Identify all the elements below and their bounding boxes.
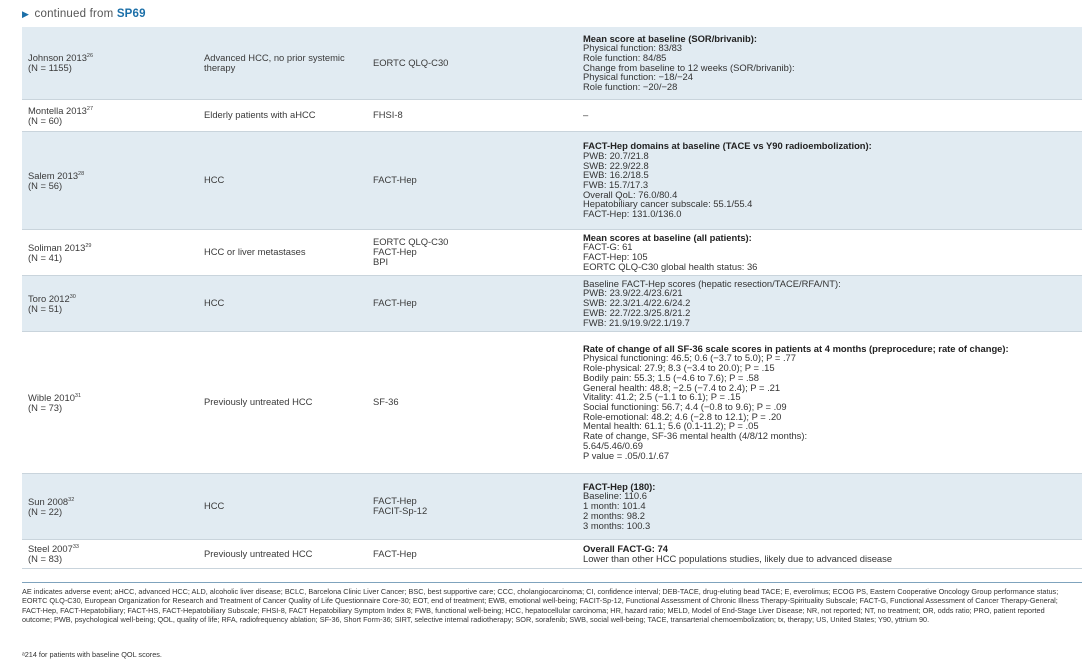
results-line: P value = .05/0.1/.67 — [583, 449, 670, 461]
sample-size: (N = 1155) — [28, 62, 72, 74]
results-line: Bodily pain: 55.3; 1.5 (−4.6 to 7.6); P = .58 — [583, 371, 759, 383]
population-cell — [198, 131, 367, 229]
table-row — [22, 473, 1082, 539]
results-line: – — [583, 109, 589, 121]
table-row — [22, 27, 1082, 99]
table-row — [22, 275, 1082, 331]
sample-size: (N = 83) — [28, 553, 63, 565]
results-line: Baseline FACT-Hep scores (hepatic resection/TACE/RFA/NT): — [583, 277, 841, 289]
results-cell — [577, 99, 1082, 131]
results-line: Physical function: −18/−24 — [583, 71, 693, 83]
results-line: FWB: 21.9/19.9/22.1/19.7 — [583, 316, 690, 328]
instrument-line: FACT-Hep — [373, 297, 417, 309]
study-cell — [22, 229, 198, 275]
results-heading: Rate of change of all SF-36 scale scores in patients at 4 months (preprocedure; rate of change): — [583, 342, 1009, 354]
results-line: Mental health: 61.1; 5.6 (0.1-11.2); P = .05 — [583, 420, 759, 432]
population-line: Previously untreated HCC — [204, 396, 313, 408]
reference-superscript: 32 — [68, 496, 75, 503]
instrument-line: SF-36 — [373, 396, 399, 408]
continued-ref: SP69 — [116, 8, 146, 20]
population-line: HCC — [204, 297, 225, 309]
qol-studies-table — [22, 27, 1082, 569]
instrument-cell — [367, 27, 577, 99]
study-name: Montella 2013$^{27}$ — [28, 104, 94, 116]
results-line: EWB: 22.7/22.3/25.8/21.2 — [583, 306, 691, 318]
instrument-cell — [367, 275, 577, 331]
results-line: 2 months: 98.2 — [583, 509, 646, 521]
results-line: PWB: 23.9/22.4/23.6/21 — [583, 287, 683, 299]
reference-superscript: 27 — [86, 105, 94, 112]
population-cell — [198, 275, 367, 331]
results-line: FACT-G: 61 — [583, 241, 633, 253]
results-line: Change from baseline to 12 weeks (SOR/brivanib): — [583, 61, 795, 73]
results-line: FACT-Hep: 131.0/136.0 — [583, 208, 682, 220]
results-line: Overall QoL: 76.0/80.4 — [583, 188, 678, 200]
population-cell — [198, 99, 367, 131]
instrument-cell — [367, 539, 577, 568]
results-cell — [577, 275, 1082, 331]
results-line: Role function: −20/−28 — [583, 81, 678, 93]
study-name: Steel 2007$^{33}$ — [28, 543, 79, 555]
instrument-cell — [367, 331, 577, 473]
results-line: General health: 48.8; −2.5 (−7.4 to 2.4); P = .21 — [583, 381, 781, 393]
table-row — [22, 99, 1082, 131]
instrument-line: FACIT-Sp-12 — [373, 505, 428, 516]
results-line: Role-emotional: 48.2; 4.6 (−2.8 to 12.1); P = .20 — [583, 410, 782, 422]
results-line: FACT-Hep: 105 — [583, 251, 648, 262]
results-line: Social functioning: 56.7; 4.4 (−0.8 to 9.6); P = .09 — [583, 401, 787, 412]
study-name: Toro 2012$^{30}$ — [28, 292, 76, 304]
study-cell — [22, 473, 198, 539]
study-name: Sun 2008$^{32}$ — [28, 495, 75, 507]
results-heading: Overall FACT-G: 74 — [583, 542, 668, 554]
reference-superscript: 31 — [74, 392, 82, 399]
instrument-line: FACT-Hep — [373, 547, 417, 559]
sample-size: (N = 22) — [28, 505, 63, 517]
results-line: 5.64/5.46/0.69 — [583, 439, 643, 451]
results-line: PWB: 20.7/21.8 — [583, 149, 649, 161]
results-line: SWB: 22.9/22.8 — [583, 159, 649, 171]
study-cell — [22, 539, 198, 568]
study-name: Soliman 2013$^{29}$ — [28, 241, 92, 253]
footnote-divider — [22, 582, 1082, 583]
population-line: Advanced HCC, no prior systemic — [204, 52, 345, 64]
population-cell — [198, 539, 367, 568]
results-heading: Mean score at baseline (SOR/brivanib): — [583, 32, 758, 44]
results-cell — [577, 473, 1082, 539]
reference-superscript: 28 — [78, 170, 85, 177]
results-line: EORTC QLQ-C30 global health status: 36 — [583, 260, 758, 272]
continued-prefix: continued from — [34, 8, 114, 20]
results-cell — [577, 27, 1082, 99]
reference-superscript: 33 — [72, 544, 79, 551]
results-line: 3 months: 100.3 — [583, 519, 651, 531]
results-line: 1 month: 101.4 — [583, 500, 646, 512]
population-line: HCC — [204, 174, 225, 186]
table-row — [22, 131, 1082, 229]
results-cell — [577, 229, 1082, 275]
superscript-note: ᵃ214 for patients with baseline QOL scores. — [22, 650, 162, 659]
results-line: Physical functioning: 46.5; 0.6 (−3.7 to 5.0); P = .77 — [583, 352, 796, 364]
reference-superscript: 26 — [86, 53, 94, 60]
study-cell — [22, 27, 198, 99]
reference-superscript: 30 — [69, 293, 76, 300]
results-heading: FACT-Hep (180): — [583, 480, 656, 492]
results-line: FWB: 15.7/17.3 — [583, 179, 649, 190]
instrument-cell — [367, 229, 577, 275]
results-cell — [577, 331, 1082, 473]
results-cell — [577, 131, 1082, 229]
study-name: Johnson 2013$^{26}$ — [28, 52, 94, 64]
results-line: Lower than other HCC populations studies, likely due to advanced disease — [583, 552, 893, 564]
instrument-line: FACT-Hep — [373, 246, 417, 258]
population-cell — [198, 229, 367, 275]
instrument-line: FACT-Hep — [373, 174, 417, 186]
results-cell — [577, 539, 1082, 568]
population-line: HCC — [204, 500, 225, 512]
results-line: Baseline: 110.6 — [583, 490, 647, 502]
results-line: EWB: 16.2/18.5 — [583, 169, 649, 181]
sample-size: (N = 51) — [28, 302, 63, 314]
instrument-cell — [367, 99, 577, 131]
results-heading: FACT-Hep domains at baseline (TACE vs Y90 radioembolization): — [583, 140, 872, 152]
results-line: Rate of change, SF-36 mental health (4/8/12 months): — [583, 430, 808, 442]
study-name: Salem 2013$^{28}$ — [28, 169, 85, 181]
abbreviations-footnote: AE indicates adverse event; aHCC, advanced HCC; ALD, alcoholic liver disease; BCLC, Barcelona Clinic Liver Cancer; BSC, best supportive care; CCC, cholangiocarcinoma; CI, confidence interval; DEB-TACE, drug-eluting bead TACE; E, everolimus; ECOG PS, Eastern Cooperative Oncology Group performance status; EORTC QLQ-C30, European Organization for Research and Treatment of Cancer Quality of Life Questionnaire Core-30; EOT, end of treatment; EWB, emotional well-being; FACIT-Sp-12, Functional Assessment of Chronic Illness Therapy-Spirituality Subscale; FACT-G, Functional Assessment of Cancer Therapy-General; FACT-Hep, FACT-Hepatobiliary; FACT-HS, FACT-Hepatobiliary Subscale; FHSI-8, FACT Hepatobiliary Symptom Index 8; FWB, functional well-being; HCC, hepatocellular carcinoma; HR, hazard ratio; MELD, Model of End-Stage Liver Disease; NR, not reported; NT, no treatment; OR, odds ratio; PRO, patient reported outcome; PWB, psychological well-being; QOL, quality of life; RFA, radiofrequency ablation; SF-36, Short Form-36; SIRT, selective internal radiotherapy; SOR, sorafenib; SWB, social well-being; TACE, transarterial chemoembolization; tx, therapy; US, United States; Y90, yttrium 90. — [22, 587, 1059, 625]
sample-size: (N = 41) — [28, 251, 63, 263]
triangle-right-icon: ▶ — [22, 9, 30, 19]
population-line: Previously untreated HCC — [204, 547, 313, 559]
sample-size: (N = 56) — [28, 179, 63, 191]
table-row — [22, 539, 1082, 568]
results-line: Role-physical: 27.9; 8.3 (−3.4 to 20.0); P = .15 — [583, 362, 775, 374]
results-line: Hepatobiliary cancer subscale: 55.1/55.4 — [583, 198, 753, 210]
population-line: Elderly patients with aHCC — [204, 109, 316, 121]
table-row — [22, 331, 1082, 473]
results-line: Vitality: 41.2; 2.5 (−1.1 to 6.1); P = .15 — [583, 391, 741, 403]
population-cell — [198, 27, 367, 99]
instrument-line: EORTC QLQ-C30 — [373, 236, 449, 248]
sample-size: (N = 73) — [28, 401, 63, 413]
instrument-line: FACT-Hep — [373, 495, 417, 507]
reference-superscript: 29 — [85, 242, 92, 249]
study-cell — [22, 131, 198, 229]
instrument-line: FHSI-8 — [373, 109, 403, 121]
instrument-line: BPI — [373, 255, 389, 267]
results-line: SWB: 22.3/21.4/22.6/24.2 — [583, 297, 691, 309]
results-line: Role function: 84/85 — [583, 52, 667, 64]
results-line: Physical function: 83/83 — [583, 42, 683, 54]
study-cell — [22, 331, 198, 473]
instrument-cell — [367, 473, 577, 539]
instrument-cell — [367, 131, 577, 229]
population-cell — [198, 331, 367, 473]
instrument-line: EORTC QLQ-C30 — [373, 56, 449, 68]
sample-size: (N = 60) — [28, 114, 63, 126]
results-heading: Mean scores at baseline (all patients): — [583, 231, 752, 243]
study-cell — [22, 275, 198, 331]
population-line: therapy — [204, 61, 236, 73]
population-cell — [198, 473, 367, 539]
table-row — [22, 229, 1082, 275]
study-cell — [22, 99, 198, 131]
study-name: Wible 2010$^{31}$ — [28, 391, 82, 403]
population-line: HCC or liver metastases — [204, 246, 306, 258]
continued-header — [22, 8, 146, 20]
